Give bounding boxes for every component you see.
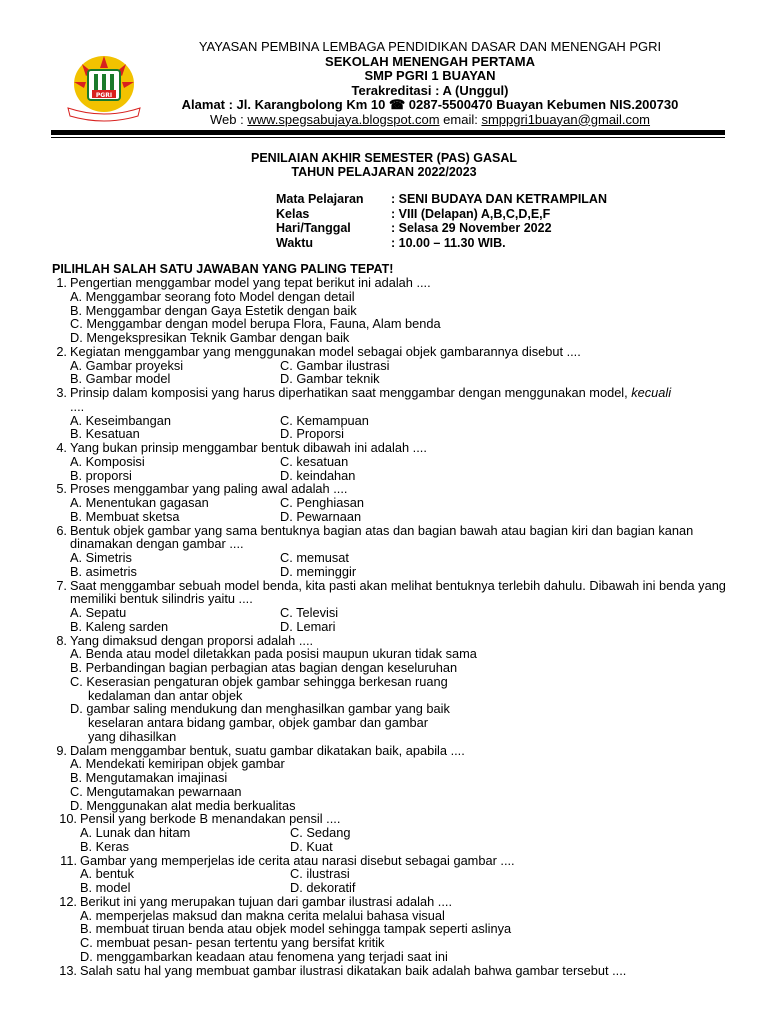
option: D. gambar saling mendukung dan menghasilkan gambar yang baik bbox=[70, 701, 450, 717]
option: C. Menggambar dengan model berupa Flora, Fauna, Alam benda bbox=[70, 316, 441, 332]
letterhead bbox=[150, 40, 710, 127]
option: A. Benda atau model diletakkan pada posisi maupun ukuran tidak sama bbox=[70, 646, 477, 662]
option: B. membuat tiruan benda atau objek model sehingga tampak seperti aslinya bbox=[80, 921, 512, 937]
option: D. keindahan bbox=[280, 467, 356, 483]
option: C. Televisi bbox=[280, 605, 339, 620]
question-7: 7. Saat menggambar sebuah model benda, kita pasti akan melihat bentuknya terlebih dahulu. Dibawah ini benda yang memiliki bentuk silindris yaitu .... bbox=[56, 577, 726, 607]
option: B. proporsi bbox=[70, 467, 132, 483]
question-5: 5. Proses menggambar yang paling awal adalah .... bbox=[56, 481, 348, 497]
option: D. Pewarnaan bbox=[280, 508, 362, 524]
option: A. Komposisi bbox=[70, 453, 145, 469]
option: C. Sedang bbox=[290, 825, 351, 840]
question-6: 6. Bentuk objek gambar yang sama bentuknya bagian atas dan bagian bawah atau bagian kiri dan bagian kanan dinamakan dengan gambar .... bbox=[56, 522, 694, 552]
option: C. membuat pesan- pesan tertentu yang bersifat kritik bbox=[80, 935, 385, 950]
question-8: 8. Yang dimaksud dengan proporsi adalah .... bbox=[56, 632, 314, 648]
question-1: 1. Pengertian menggambar model yang tepat berikut ini adalah .... bbox=[56, 275, 431, 290]
option: A. memperjelas maksud dan makna cerita melalui bahasa visual bbox=[80, 907, 445, 923]
option: B. Mengutamakan imajinasi bbox=[70, 770, 228, 785]
option: A. Menggambar seorang foto Model dengan detail bbox=[70, 288, 355, 304]
option: A. Menentukan gagasan bbox=[70, 495, 209, 510]
exam-meta: Mata Pelajaran : SENI BUDAYA DAN KETRAMPILAN Kelas : VIII (Delapan) A,B,C,D,E,F Hari/Tanggal : Selasa 29 November 2022 Waktu : 10.00 – 11.30 WIB. bbox=[276, 192, 607, 250]
option: A. Lunak dan hitam bbox=[80, 825, 191, 840]
option: A. Mendekati kemiripan objek gambar bbox=[70, 756, 285, 772]
option: C. kesatuan bbox=[280, 453, 349, 469]
option: D. Mengekspresikan Teknik Gambar dengan baik bbox=[70, 330, 350, 345]
option: B. Kesatuan bbox=[70, 426, 140, 442]
option: B. Kaleng sarden bbox=[70, 618, 169, 634]
option: C. ilustrasi bbox=[290, 866, 350, 882]
option-continued: yang dihasilkan bbox=[88, 728, 177, 744]
school-logo bbox=[64, 54, 144, 122]
contact-line: Web : www.spegsabujaya.blogspot.com email: smppgri1buayan@gmail.com bbox=[209, 111, 651, 127]
question-13: 13. Salah satu hal yang membuat gambar ilustrasi dikatakan baik adalah bahwa gambar tersebut .... bbox=[59, 962, 627, 978]
question-9: 9. Dalam menggambar bentuk, suatu gambar dikatakan baik, apabila .... bbox=[56, 742, 465, 758]
option: D. Menggunakan alat media berkualitas bbox=[70, 797, 296, 813]
question-12: 12. Berikut ini yang merupakan tujuan dari gambar ilustrasi adalah .... bbox=[59, 893, 453, 909]
option-continued: keselaran antara bidang gambar, objek gambar dan gambar bbox=[88, 715, 429, 730]
option: D. dekoratif bbox=[290, 880, 356, 895]
option: C. Mengutamakan pewarnaan bbox=[70, 783, 242, 799]
option: D. Proporsi bbox=[280, 426, 345, 442]
option: C. Keserasian pengaturan objek gambar sehingga berkesan ruang bbox=[70, 673, 448, 689]
address: Alamat : Jl. Karangbolong Km 10 ☎ 0287-5500470 Buayan Kebumen NIS.200730 bbox=[181, 97, 679, 112]
website-link[interactable]: www.spegsabujaya.blogspot.com bbox=[247, 111, 440, 127]
option: A. Sepatu bbox=[70, 605, 127, 620]
accreditation: Terakreditasi : A (Unggul) bbox=[351, 82, 509, 98]
logo-text: PGRI bbox=[95, 92, 113, 99]
option: A. Simetris bbox=[70, 550, 132, 565]
option-continued: kedalaman dan antar objek bbox=[88, 687, 243, 703]
option: A. Gambar proyeksi bbox=[70, 357, 184, 373]
instruction: PILIHLAH SALAH SATU JAWABAN YANG PALING TEPAT! bbox=[52, 262, 394, 276]
option: A. Keseimbangan bbox=[70, 412, 172, 428]
option: B. asimetris bbox=[70, 563, 137, 579]
option: D. Lemari bbox=[280, 618, 336, 634]
option: D. meminggir bbox=[280, 563, 357, 579]
option: C. Gambar ilustrasi bbox=[280, 357, 390, 373]
option: C. Kemampuan bbox=[280, 412, 369, 428]
option: C. Penghiasan bbox=[280, 495, 364, 510]
email-link[interactable]: smppgri1buayan@gmail.com bbox=[481, 111, 651, 127]
school-type: SEKOLAH MENENGAH PERTAMA bbox=[325, 53, 535, 69]
question-list bbox=[50, 276, 730, 977]
option: B. model bbox=[80, 880, 131, 895]
school-name: SMP PGRI 1 BUAYAN bbox=[364, 68, 496, 83]
option: B. Gambar model bbox=[70, 371, 171, 387]
option: D. Kuat bbox=[290, 838, 333, 854]
option: A. bentuk bbox=[80, 866, 135, 882]
exam-title: PENILAIAN AKHIR SEMESTER (PAS) GASAL TAHUN PELAJARAN 2022/2023 bbox=[251, 151, 517, 179]
option: C. memusat bbox=[280, 550, 349, 565]
question-11: 11. Gambar yang memperjelas ide cerita atau narasi disebut sebagai gambar .... bbox=[60, 852, 515, 868]
header-divider bbox=[51, 130, 725, 135]
option: B. Menggambar dengan Gaya Estetik dengan baik bbox=[70, 302, 357, 318]
option: B. Perbandingan bagian perbagian atas bagian dengan keseluruhan bbox=[70, 660, 458, 675]
header-divider-thin bbox=[51, 137, 725, 138]
question-3: 3. Prinsip dalam komposisi yang harus diperhatikan saat menggambar dengan menggunakan model, kecuali .... bbox=[56, 385, 672, 414]
question-4: 4. Yang bukan prinsip menggambar bentuk dibawah ini adalah .... bbox=[56, 440, 427, 455]
question-10: 10. Pensil yang berkode B menandakan pensil .... bbox=[59, 811, 341, 827]
option: B. Membuat sketsa bbox=[70, 508, 180, 524]
option: D. menggambarkan keadaan atau fenomena yang terjadi saat ini bbox=[80, 948, 448, 964]
question-2: 2. Kegiatan menggambar yang menggunakan model sebagai objek gambarannya disebut .... bbox=[56, 343, 581, 359]
option: D. Gambar teknik bbox=[280, 371, 380, 387]
foundation-name: YAYASAN PEMBINA LEMBAGA PENDIDIKAN DASAR DAN MENENGAH PGRI bbox=[198, 39, 662, 54]
option: B. Keras bbox=[80, 838, 130, 854]
